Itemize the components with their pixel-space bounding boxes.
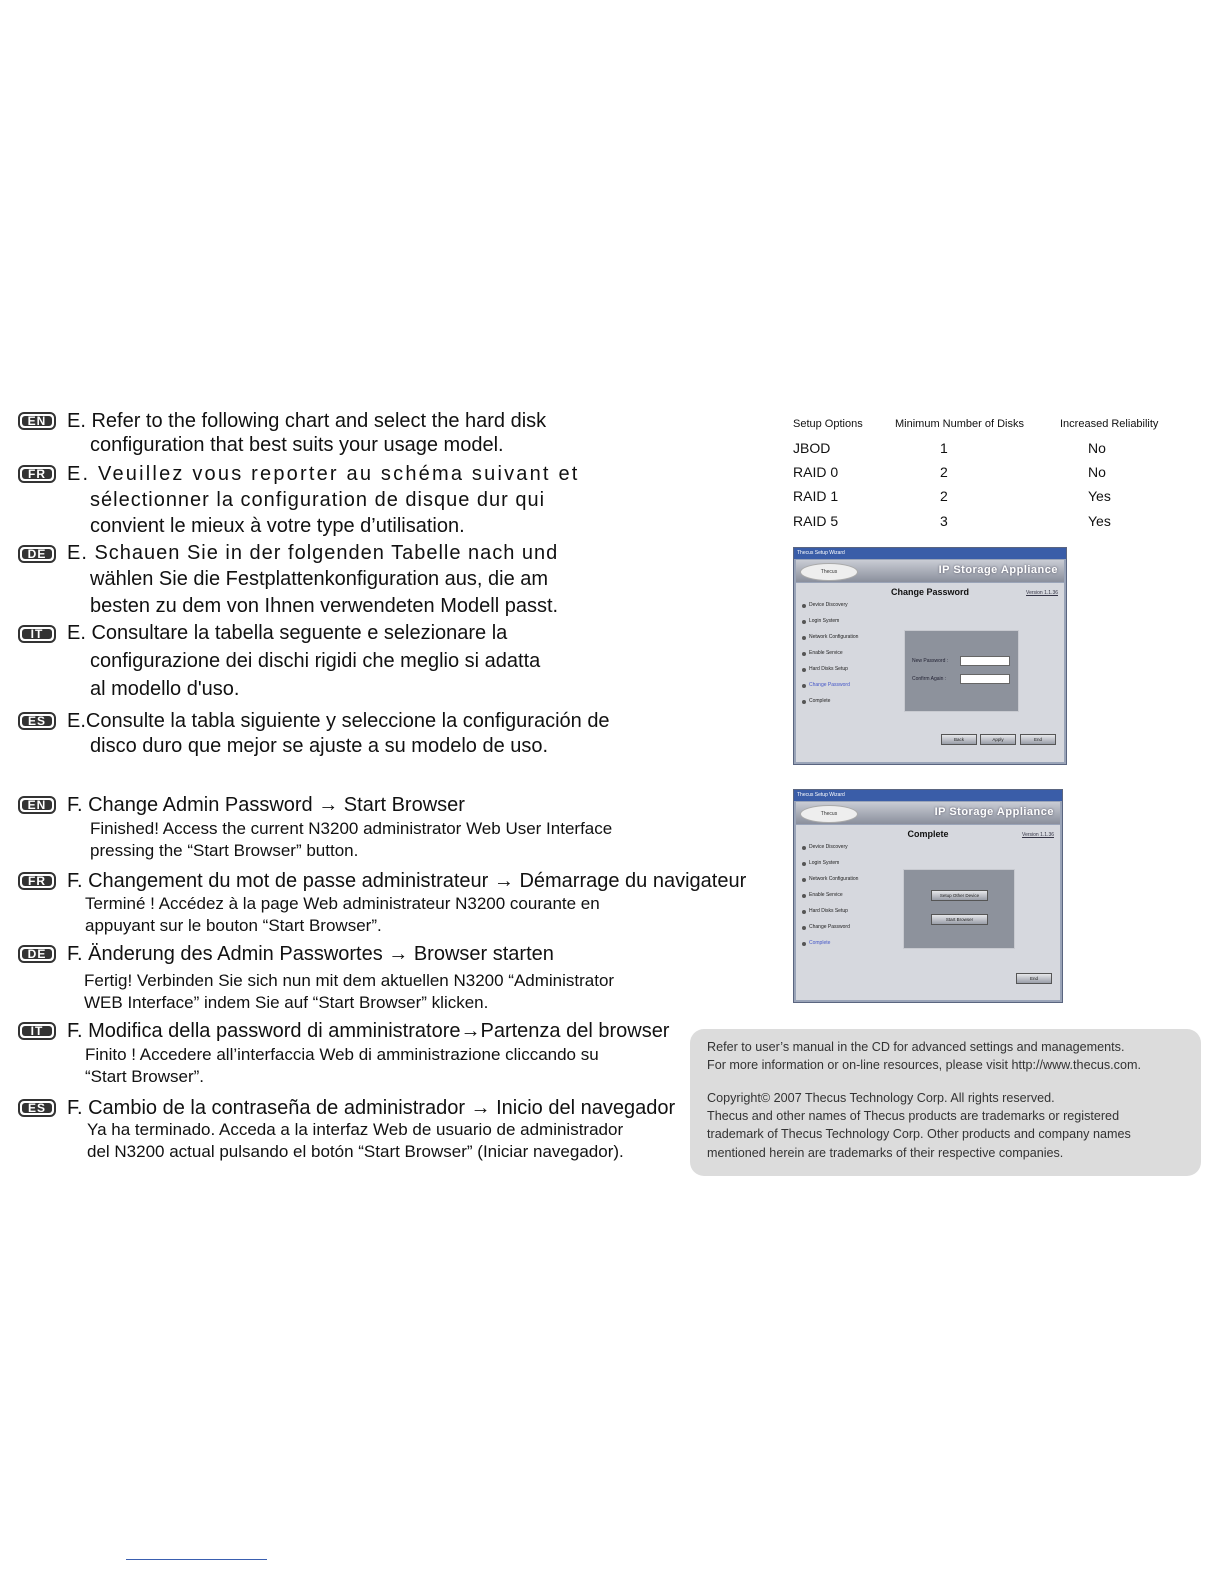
section-f-de-heading: F. Änderung des Admin Passwortes → Browser starten [67,943,554,965]
table-cell-reliability: No [1088,440,1106,456]
table-cell-disks: 1 [940,440,948,456]
table-cell-disks: 3 [940,513,948,529]
wizard-nav-item: Complete [802,699,862,704]
section-f-en-body2: pressing the “Start Browser” button. [90,841,359,860]
section-f-en-heading: F. Change Admin Password → Start Browser [67,794,465,816]
section-f-de-body2: WEB Interface” indem Sie auf “Start Browser” klicken. [84,993,489,1012]
wizard-nav-item: Hard Disks Setup [802,909,862,914]
wizard-nav-item: Device Discovery [802,603,862,608]
thecus-logo: Thecus [800,805,858,823]
note-line: For more information or on-line resources, please visit http://www.thecus.com. [707,1058,1141,1072]
note-line: Thecus and other names of Thecus products are trademarks or registered [707,1109,1120,1123]
table-cell-option: RAID 1 [793,488,839,504]
wizard-nav-item: Enable Service [802,893,862,898]
confirm-password-field[interactable] [960,674,1010,684]
wizard-nav-item: Login System [802,619,862,624]
wizard-nav-item: Hard Disks Setup [802,667,862,672]
complete-panel [903,869,1015,949]
wizard-titlebar: Thecus Setup Wizard [794,790,1062,801]
lang-badge-en: EN [18,412,56,430]
note-line: trademark of Thecus Technology Corp. Other products and company names [707,1127,1131,1141]
table-cell-reliability: Yes [1088,488,1111,504]
note-line: Copyright© 2007 Thecus Technology Corp. All rights reserved. [707,1091,1055,1105]
section-f-en-body1: Finished! Access the current N3200 administrator Web User Interface [90,819,613,838]
wizard-step-title: Complete [907,829,949,839]
section-e-de-line3: besten zu dem von Ihnen verwendeten Modell passt. [90,595,559,617]
section-e-es-line2: disco duro que mejor se ajuste a su modelo de uso. [90,735,549,757]
section-f-fr-body1: Terminé ! Accédez à la page Web administrateur N3200 courante en [85,894,600,913]
section-f-it-body2: “Start Browser”. [85,1067,205,1086]
lang-badge-en: EN [18,796,56,814]
lang-badge-it: IT [18,1022,56,1040]
wizard-version: Version 1.1.36 [1026,590,1058,596]
section-e-fr-line1: E. Veuillez vous reporter au schéma suivant et [67,463,580,485]
lang-badge-de: DE [18,545,56,563]
section-e-fr-line3: convient le mieux à votre type d’utilisation. [90,515,465,537]
table-cell-disks: 2 [940,488,948,504]
table-cell-option: RAID 0 [793,464,839,480]
note-line: Refer to user’s manual in the CD for advanced settings and managements. [707,1040,1125,1054]
apply-button[interactable]: Apply [980,734,1016,745]
wizard-banner [796,560,1064,582]
section-f-it-body1: Finito ! Accedere all’interfaccia Web di amministrazione cliccando su [85,1045,599,1064]
lang-badge-fr: FR [18,465,56,483]
section-e-es-line1: E.Consulte la tabla siguiente y seleccione la configuración de [67,710,610,732]
section-f-es-heading: F. Cambio de la contraseña de administrador → Inicio del navegador [67,1097,676,1119]
confirm-password-label: Confirm Again : [912,676,947,682]
lang-badge-de: DE [18,945,56,963]
lang-badge-it: IT [18,625,56,643]
section-e-fr-line2: sélectionner la configuration de disque dur qui [90,489,546,511]
wizard-brand: IP Storage Appliance [938,564,1058,576]
table-header-min-disks: Minimum Number of Disks [895,418,1024,430]
section-e-en-line1: E. Refer to the following chart and select the hard disk [67,410,547,432]
table-cell-option: JBOD [793,440,831,456]
wizard-titlebar: Thecus Setup Wizard [794,548,1066,559]
section-e-it-line2: configurazione dei dischi rigidi che meglio si adatta [90,650,541,672]
section-f-it-heading: F. Modifica della password di amministratore→Partenza del browser [67,1020,670,1042]
wizard-version: Version 1.1.36 [1022,832,1054,838]
back-button[interactable]: Back [941,734,977,745]
footer-rule [126,1559,267,1560]
wizard-nav-item-current: Change Password [802,683,862,688]
table-cell-disks: 2 [940,464,948,480]
section-e-de-line1: E. Schauen Sie in der folgenden Tabelle nach und [67,542,559,564]
section-f-fr-heading: F. Changement du mot de passe administrateur → Démarrage du navigateur [67,870,747,892]
section-e-it-line3: al modello d'uso. [90,678,240,700]
section-f-es-body2: del N3200 actual pulsando el botón “Start Browser” (Iniciar navegador). [87,1142,624,1161]
section-e-en-line2: configuration that best suits your usage model. [90,434,504,456]
section-e-de-line2: wählen Sie die Festplattenkonfiguration aus, die am [90,568,549,590]
section-f-es-body1: Ya ha terminado. Acceda a la interfaz Web de usuario de administrador [87,1120,624,1139]
wizard-step-title: Change Password [890,587,970,597]
table-cell-option: RAID 5 [793,513,839,529]
lang-badge-es: ES [18,1099,56,1117]
setup-other-device-button[interactable]: Setup Other Device [931,890,988,901]
info-note-box [690,1029,1201,1176]
new-password-label: New Password : [912,658,949,664]
section-e-it-line1: E. Consultare la tabella seguente e selezionare la [67,622,508,644]
thecus-logo: Thecus [800,563,858,581]
wizard-nav [802,603,862,715]
table-header-reliability: Increased Reliability [1060,418,1159,430]
wizard-nav [802,845,862,957]
wizard-nav-item: Login System [802,861,862,866]
section-f-de-body1: Fertig! Verbinden Sie sich nun mit dem aktuellen N3200 “Administrator [84,971,615,990]
start-browser-button[interactable]: Start Browser [931,914,988,925]
section-f-fr-body2: appuyant sur le bouton “Start Browser”. [85,916,382,935]
wizard-change-password-screenshot [793,547,1067,765]
lang-badge-fr: FR [18,872,56,890]
table-header-setup-options: Setup Options [793,418,863,430]
wizard-nav-item-current: Complete [802,941,862,946]
wizard-banner [796,802,1060,824]
wizard-body [796,583,1064,762]
wizard-nav-item: Network Configuration [802,877,862,882]
wizard-body [796,825,1060,1000]
wizard-nav-item: Change Password [802,925,862,930]
wizard-complete-screenshot [793,789,1063,1003]
table-cell-reliability: Yes [1088,513,1111,529]
wizard-brand: IP Storage Appliance [934,806,1054,818]
table-cell-reliability: No [1088,464,1106,480]
wizard-nav-item: Network Configuration [802,635,862,640]
password-panel [904,630,1019,712]
wizard-nav-item: Enable Service [802,651,862,656]
note-line: mentioned herein are trademarks of their respective companies. [707,1146,1064,1160]
end-button[interactable]: End [1020,734,1056,745]
new-password-field[interactable] [960,656,1010,666]
lang-badge-es: ES [18,712,56,730]
end-button[interactable]: End [1016,973,1052,984]
wizard-nav-item: Device Discovery [802,845,862,850]
